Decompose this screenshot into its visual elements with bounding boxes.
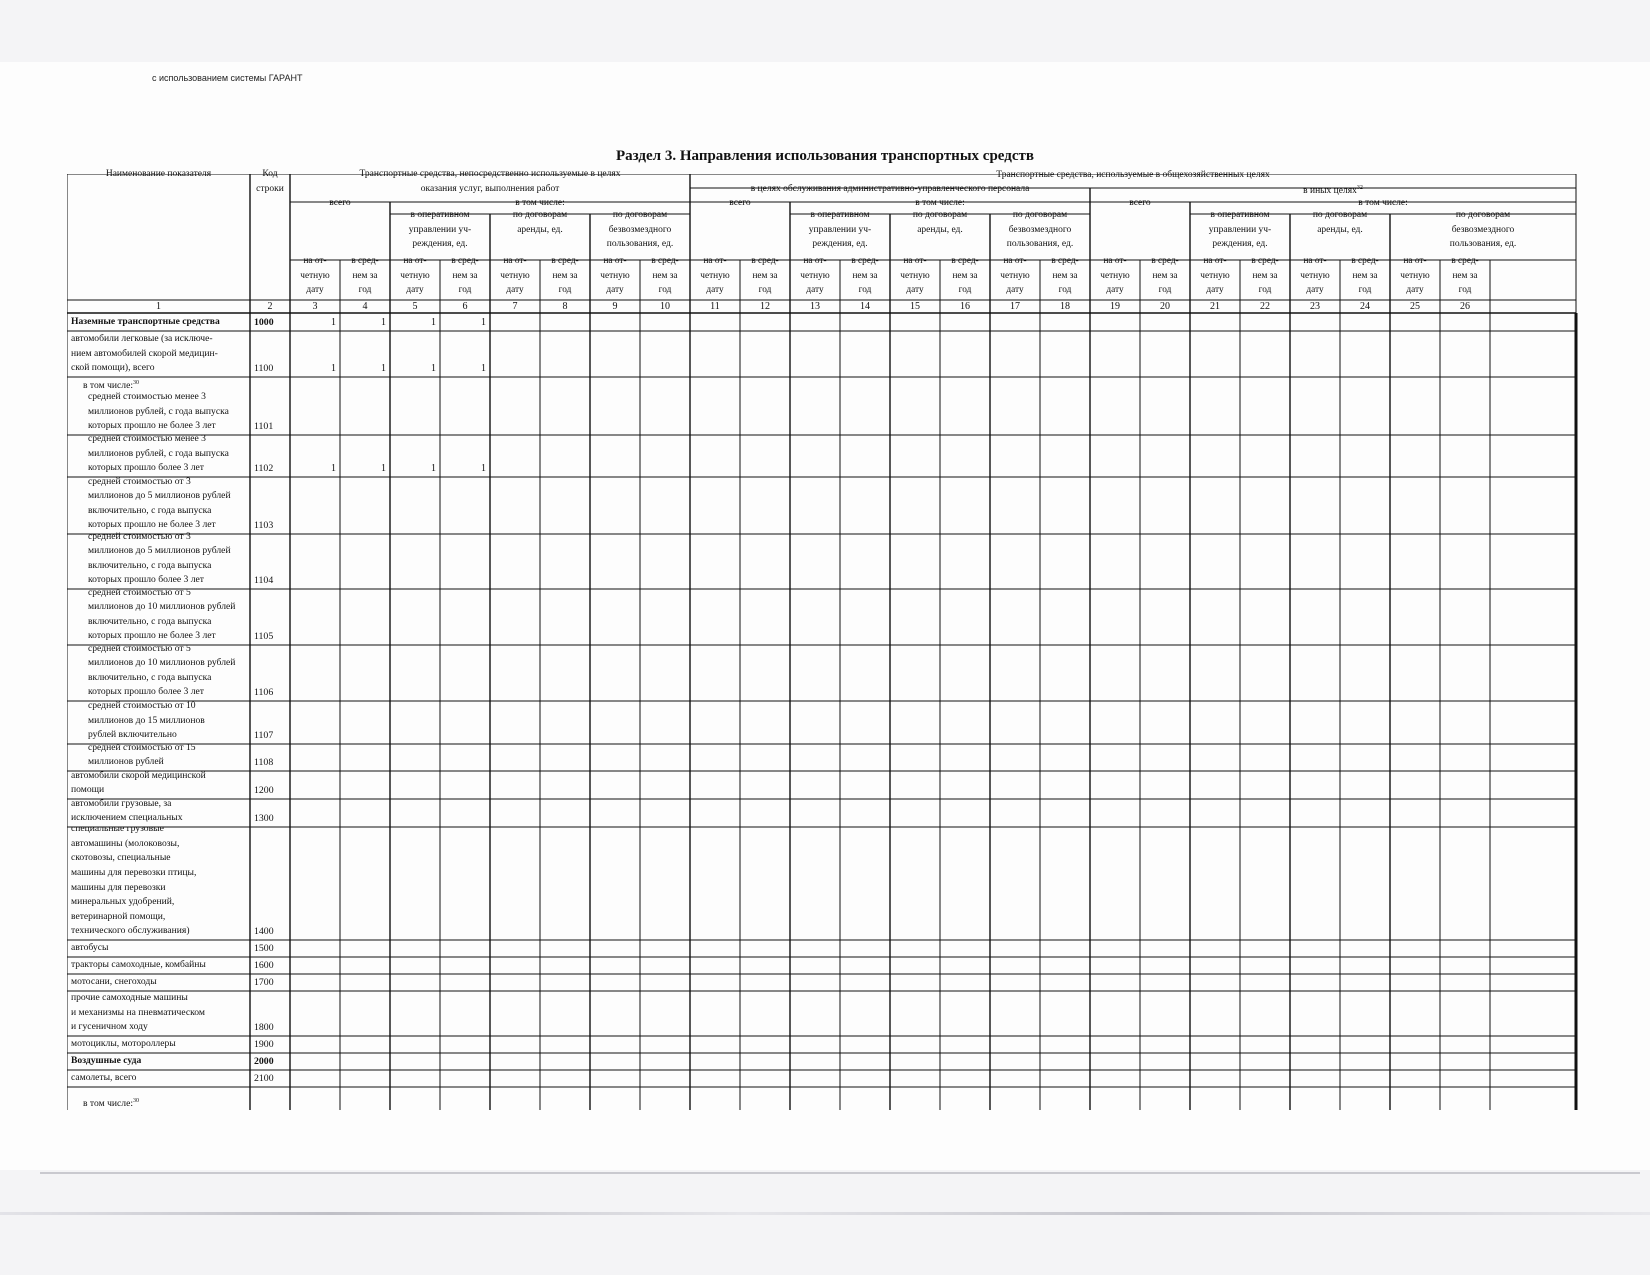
watermark: с использованием системы ГАРАНТ bbox=[152, 73, 303, 83]
cell-value: 1 bbox=[331, 363, 336, 374]
row-label: в том числе:$^{30}$ bbox=[83, 1098, 140, 1110]
column-number: 16 bbox=[960, 301, 970, 312]
header-period-col: в сред- нем за год bbox=[851, 256, 879, 296]
col-header-code: Код строки bbox=[256, 169, 284, 194]
header-period-col: на от- четную дату bbox=[1400, 256, 1430, 296]
header-v-tom-chisle: в том числе: bbox=[915, 198, 965, 208]
row-code: 1104 bbox=[254, 575, 274, 586]
group-header-admin: в целях обслуживания административно-управленческого персонала bbox=[750, 184, 1030, 194]
header-subgroup: в оперативном управлении уч- реждения, ед. bbox=[1208, 210, 1272, 250]
row-code: 2000 bbox=[254, 1056, 274, 1067]
header-period-col: на от- четную дату bbox=[1000, 256, 1030, 296]
column-number: 19 bbox=[1110, 301, 1120, 312]
column-number: 15 bbox=[910, 301, 920, 312]
group-header-other: в иных целях$^{32}$ bbox=[1303, 185, 1363, 197]
header-subgroup: по договорам аренды, ед. bbox=[512, 210, 568, 235]
column-number: 7 bbox=[512, 301, 518, 312]
header-subgroup: по договорам безвозмездного пользования, ед. bbox=[1449, 210, 1517, 250]
header-period-col: в сред- нем за год bbox=[751, 256, 779, 296]
row-label: средней стоимостью от 3 миллионов до 5 миллионов рублей включительно, с года выпуска которых прошло более 3 лет bbox=[88, 530, 231, 586]
row-label: в том числе:$^{30}$ bbox=[83, 380, 140, 392]
header-period-col: в сред- нем за год bbox=[1351, 256, 1379, 296]
column-number: 14 bbox=[860, 301, 870, 312]
row-label: тракторы самоходные, комбайны bbox=[71, 959, 206, 971]
row-label: мотоциклы, мотороллеры bbox=[71, 1038, 176, 1050]
column-number: 20 bbox=[1160, 301, 1170, 312]
row-code: 1000 bbox=[254, 317, 274, 328]
column-number: 5 bbox=[412, 301, 418, 312]
scan-margin-top bbox=[0, 0, 1650, 62]
header-period-col: в сред- нем за год bbox=[951, 256, 979, 296]
row-code: 1102 bbox=[254, 463, 274, 474]
row-label: автомобили грузовые, за исключением специальных bbox=[71, 797, 183, 824]
header-period-col: в сред- нем за год bbox=[551, 256, 579, 296]
row-label: автомобили легковые (за исключе- нием автомобилей скорой медицин- ской помощи), всего bbox=[71, 333, 218, 374]
column-number: 13 bbox=[810, 301, 820, 312]
row-label: автомобили скорой медицинской помощи bbox=[71, 769, 206, 796]
column-number: 21 bbox=[1210, 301, 1220, 312]
header-subgroup: в оперативном управлении уч- реждения, ед. bbox=[808, 210, 872, 250]
header-period-col: в сред- нем за год bbox=[1151, 256, 1179, 296]
header-vsego: всего bbox=[729, 198, 751, 208]
column-number: 6 bbox=[462, 301, 468, 312]
cell-value: 1 bbox=[331, 463, 336, 474]
header-period-col: на от- четную дату bbox=[900, 256, 930, 296]
column-number: 2 bbox=[267, 301, 273, 312]
row-code: 1107 bbox=[254, 730, 274, 741]
header-period-col: на от- четную дату bbox=[300, 256, 330, 296]
cell-value: 1 bbox=[331, 317, 336, 328]
header-v-tom-chisle: в том числе: bbox=[1358, 198, 1408, 208]
row-code: 1200 bbox=[254, 785, 274, 796]
column-number: 12 bbox=[760, 301, 770, 312]
row-label: средней стоимостью менее 3 миллионов рублей, с года выпуска которых прошло не более 3 лет bbox=[88, 391, 229, 432]
cell-value: 1 bbox=[431, 317, 436, 328]
row-code: 1100 bbox=[254, 363, 274, 374]
column-number: 17 bbox=[1010, 301, 1020, 312]
scan-artifact-line bbox=[40, 1172, 1640, 1174]
column-number: 23 bbox=[1310, 301, 1320, 312]
footnote-ref: 30 bbox=[133, 1098, 140, 1105]
header-period-col: на от- четную дату bbox=[1200, 256, 1230, 296]
column-number: 10 bbox=[660, 301, 670, 312]
section-row-label: Наземные транспортные средства bbox=[71, 316, 220, 328]
row-code: 1400 bbox=[254, 926, 274, 937]
cell-value: 1 bbox=[481, 317, 486, 328]
group-header-general: Транспортные средства, используемые в общехозяйственных целях bbox=[996, 170, 1270, 180]
cell-value: 1 bbox=[481, 463, 486, 474]
scan-margin-bottom bbox=[0, 1170, 1650, 1275]
row-label: средней стоимостью от 5 миллионов до 10 миллионов рублей включительно, с года выпуска которых прошло более 3 лет bbox=[88, 642, 236, 698]
page-title: Раздел 3. Направления использования транспортных средств bbox=[616, 148, 1034, 164]
row-code: 1106 bbox=[254, 687, 274, 698]
cell-value: 1 bbox=[481, 363, 486, 374]
header-period-col: на от- четную дату bbox=[700, 256, 730, 296]
header-period-col: в сред- нем за год bbox=[351, 256, 379, 296]
column-number: 9 bbox=[612, 301, 618, 312]
cell-value: 1 bbox=[381, 363, 386, 374]
column-number: 1 bbox=[156, 301, 161, 312]
row-label: специальные грузовые автомашины (молоковозы, скотовозы, специальные машины для перевозки птицы, машины для перевозки минеральных удобрений, ветеринарной помощи, технического обслуживания) bbox=[71, 823, 197, 937]
header-period-col: на от- четную дату bbox=[600, 256, 630, 296]
column-number: 25 bbox=[1410, 301, 1420, 312]
header-subgroup: по договорам аренды, ед. bbox=[1312, 210, 1368, 235]
row-code: 1101 bbox=[254, 421, 274, 432]
header-period-col: на от- четную дату bbox=[1100, 256, 1130, 296]
header-subgroup: по договорам безвозмездного пользования, ед. bbox=[1006, 210, 1074, 250]
header-vsego: всего bbox=[329, 198, 351, 208]
row-label: самолеты, всего bbox=[71, 1072, 137, 1084]
row-code: 1600 bbox=[254, 960, 274, 971]
row-label: средней стоимостью от 3 миллионов до 5 миллионов рублей включительно, с года выпуска которых прошло не более 3 лет bbox=[88, 475, 231, 531]
row-label: средней стоимостью менее 3 миллионов рублей, с года выпуска которых прошло более 3 лет bbox=[88, 433, 229, 474]
column-number: 22 bbox=[1260, 301, 1270, 312]
header-period-col: в сред- нем за год bbox=[1251, 256, 1279, 296]
cell-value: 1 bbox=[381, 463, 386, 474]
footnote-ref: 30 bbox=[133, 380, 140, 386]
column-number: 8 bbox=[562, 301, 568, 312]
row-code: 1103 bbox=[254, 520, 274, 531]
cell-value: 1 bbox=[381, 317, 386, 328]
column-number: 24 bbox=[1360, 301, 1370, 312]
header-period-col: в сред- нем за год bbox=[651, 256, 679, 296]
row-code: 1300 bbox=[254, 813, 274, 824]
row-code: 1105 bbox=[254, 631, 274, 642]
row-code: 2100 bbox=[254, 1073, 274, 1084]
column-number: 26 bbox=[1460, 301, 1470, 312]
row-label: средней стоимостью от 10 миллионов до 15 миллионов рублей включительно bbox=[88, 700, 205, 741]
row-code: 1108 bbox=[254, 757, 274, 768]
row-code: 1500 bbox=[254, 943, 274, 954]
header-subgroup: в оперативном управлении уч- реждения, ед. bbox=[408, 210, 472, 250]
cell-value: 1 bbox=[431, 463, 436, 474]
header-period-col: на от- четную дату bbox=[400, 256, 430, 296]
row-label: средней стоимостью от 15 миллионов рублей bbox=[88, 741, 196, 768]
header-subgroup: по договорам аренды, ед. bbox=[912, 210, 968, 235]
row-code: 1800 bbox=[254, 1022, 274, 1033]
scan-artifact-line bbox=[0, 1212, 1650, 1215]
header-v-tom-chisle: в том числе: bbox=[515, 198, 565, 208]
column-number: 11 bbox=[710, 301, 720, 312]
row-label: средней стоимостью от 5 миллионов до 10 миллионов рублей включительно, с года выпуска которых прошло не более 3 лет bbox=[88, 586, 236, 642]
header-period-col: на от- четную дату bbox=[1300, 256, 1330, 296]
column-number: 3 bbox=[312, 301, 318, 312]
row-label: мотосани, снегоходы bbox=[71, 976, 157, 988]
column-number: 18 bbox=[1060, 301, 1070, 312]
header-subgroup: по договорам безвозмездного пользования, ед. bbox=[606, 210, 674, 250]
row-code: 1700 bbox=[254, 977, 274, 988]
row-label: автобусы bbox=[71, 942, 109, 954]
header-period-col: на от- четную дату bbox=[500, 256, 530, 296]
footnote-ref: 32 bbox=[1356, 185, 1363, 191]
header-period-col: на от- четную дату bbox=[800, 256, 830, 296]
header-vsego: всего bbox=[1129, 198, 1151, 208]
group-header-direct: Транспортные средства, непосредственно используемые в целях оказания услуг, выполнения работ bbox=[359, 169, 621, 194]
header-period-col: в сред- нем за год bbox=[1051, 256, 1079, 296]
cell-value: 1 bbox=[431, 363, 436, 374]
row-code: 1900 bbox=[254, 1039, 274, 1050]
header-period-col: в сред- нем за год bbox=[451, 256, 479, 296]
col-header-name: Наименование показателя bbox=[105, 169, 212, 179]
column-number: 4 bbox=[362, 301, 368, 312]
section-row-label: Воздушные суда bbox=[71, 1055, 142, 1067]
row-label: прочие самоходные машины и механизмы на пневматическом и гусеничном ходу bbox=[71, 992, 205, 1033]
header-period-col: в сред- нем за год bbox=[1451, 256, 1479, 296]
